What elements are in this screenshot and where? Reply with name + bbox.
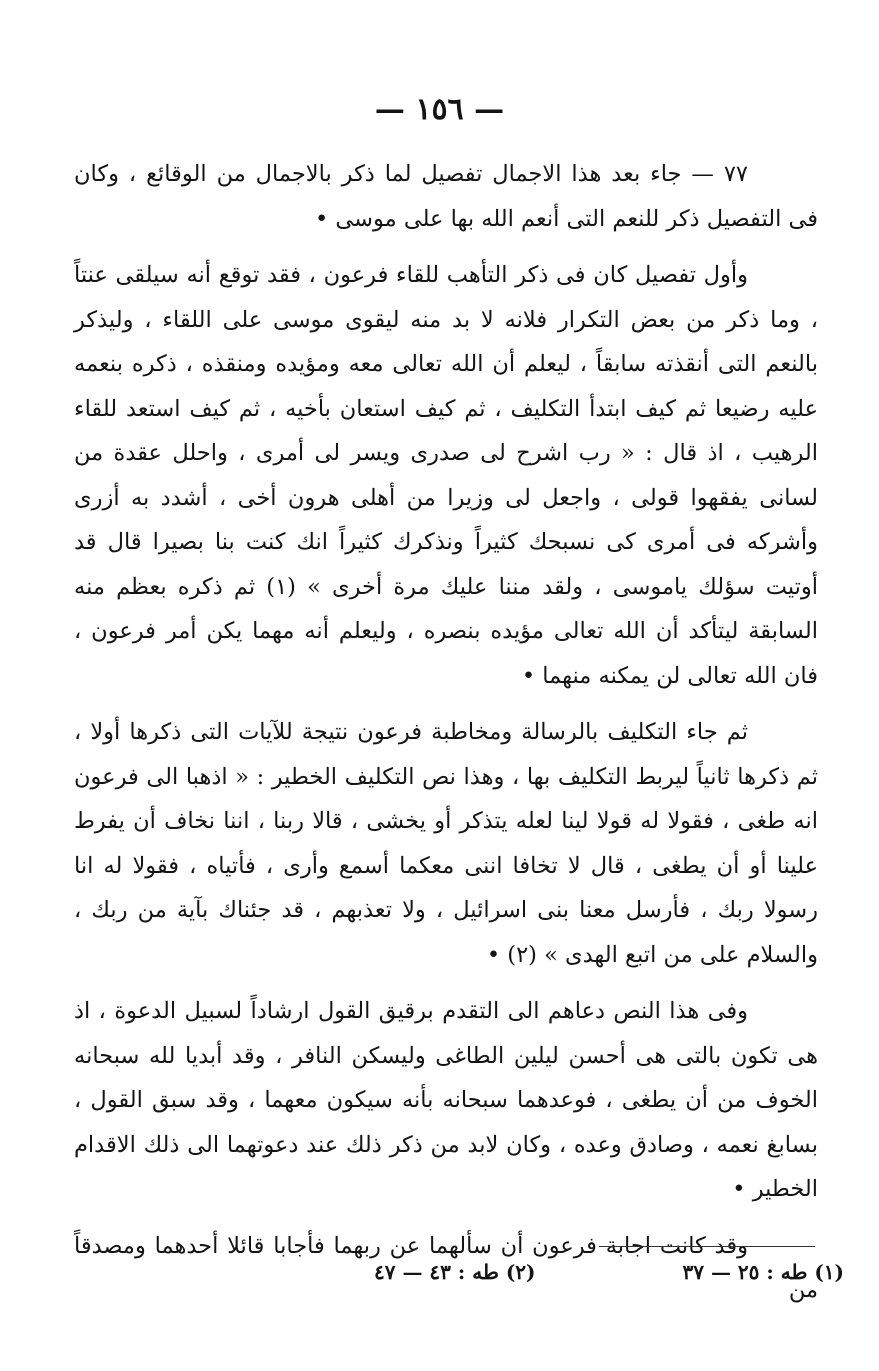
paragraph: ٧٧ — جاء بعد هذا الاجمال تفصيل لما ذكر بالاجمال من الوقائع ، وكان فى التفصيل ذكر للنعم التى أنعم الله بها على موسى • [74, 161, 818, 232]
paragraph: وفى هذا النص دعاهم الى التقدم برقيق القول ارشاداً لسبيل الدعوة ، اذ هى تكون بالتى هى أحسن ليلين الطاغى وليسكن النافر ، وقد أبديا لله سبحانه الخوف من أن يطغى ، فوعدهما سبحانه بأنه سيكون معهما ، وقد سبق القول ، بسابغ نعمه ، وصادق وعده ، وكان لابد من ذكر ذلك عند دعوتهما الى ذلك الاقدام الخطير • [74, 998, 818, 1202]
footnote-2: (٢) طه : ٤٣ — ٤٧ [374, 1260, 536, 1284]
footnote-divider [599, 1246, 815, 1247]
paragraph: وقد كانت اجابة فرعون أن سألهما عن ربهما فأجابا قائلا أحدهما ومصدقاً من [74, 1232, 818, 1303]
footnote-1: (١) طه : ٢٥ — ٣٧ [682, 1260, 844, 1284]
paragraph: وأول تفصيل كان فى ذكر التأهب للقاء فرعون ، فقد توقع أنه سيلقى عنتاً ، وما ذكر من بعض التكرار فلانه لا بد منه ليقوى موسى على اللقاء ، وليذكر بالنعم التى أنقذته سابقاً ، ليعلم أن الله تعالى معه ومؤيده ومنقذه ، ذكره بنعمه عليه رضيعا ثم كيف ابتدأ التكليف ، ثم كيف استعان بأخيه ، ثم كيف استعد للقاء الرهيب ، اذ قال : « رب اشرح لى صدرى ويسر لى أمرى ، واحلل عقدة من لسانى يفقهوا قولى ، واجعل لى وزيرا من أهلى هرون أخى ، أشدد به أزرى وأشركه فى أمرى كى نسبحك كثيراً ونذكرك كثيراً انك كنت بنا بصيرا قال قد أوتيت سؤلك ياموسى ، ولقد مننا عليك مرة أخرى » (١) ثم ذكره بعظم منه السابقة ليتأكد أن الله تعالى مؤيده بنصره ، وليعلم أنه مهما يكن أمر فرعون ، فان الله تعالى لن يمكنه منهما • [74, 262, 819, 689]
footnotes [374, 1260, 844, 1284]
body-text [74, 152, 818, 1313]
paragraph: ثم جاء التكليف بالرسالة ومخاطبة فرعون نتيجة للآيات التى ذكرها أولا ، ثم ذكرها ثانياً ليربط التكليف بها ، وهذا نص التكليف الخطير : « اذهبا الى فرعون انه طغى ، فقولا له قولا لينا لعله يتذكر أو يخشى ، قالا ربنا ، اننا نخاف أن يفرط علينا أو أن يطغى ، قال لا تخافا اننى معكما أسمع وأرى ، فأتياه ، فقولا له انا رسولا ربك ، فأرسل معنا بنى اسرائيل ، ولا تعذبهم ، قد جئناك بآية من ربك ، والسلام على من اتبع الهدى » (٢) • [74, 719, 818, 968]
page-number: — ١٥٦ — [374, 92, 505, 127]
